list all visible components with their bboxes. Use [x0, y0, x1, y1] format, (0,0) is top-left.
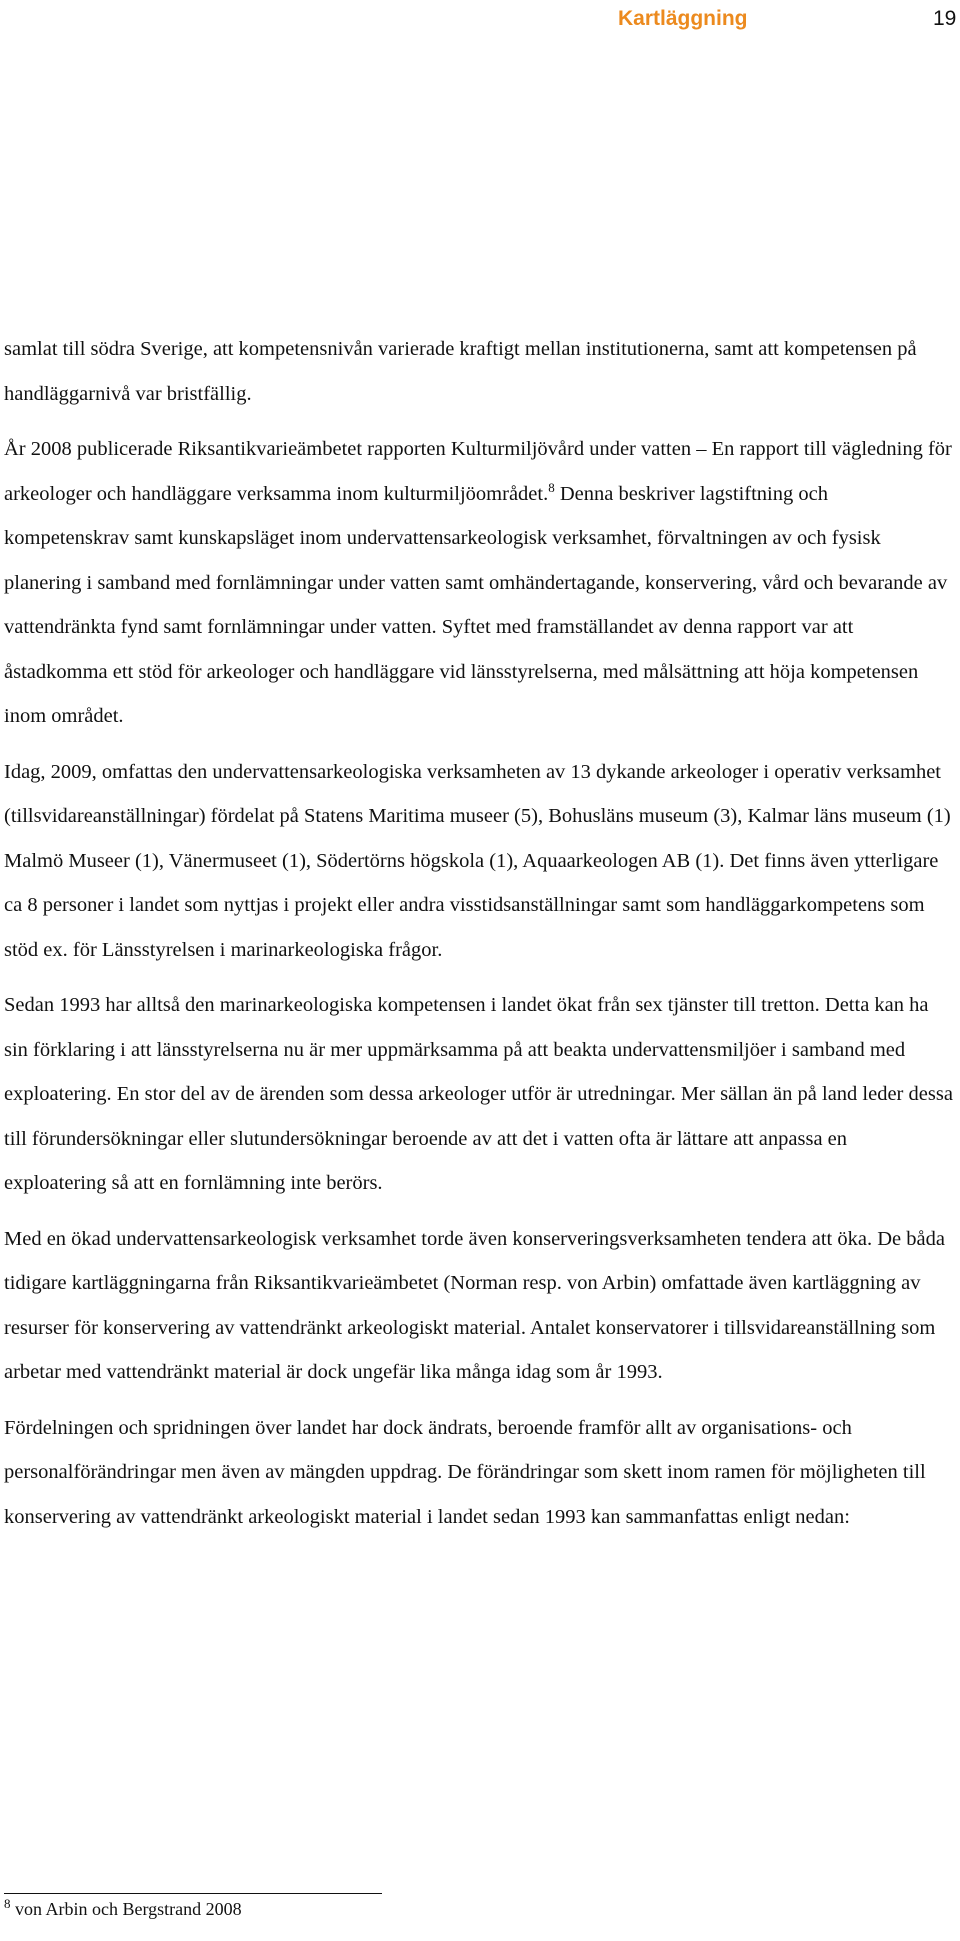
paragraph-4: Sedan 1993 har alltså den marinarkeologiska kompetensen i landet ökat från sex tjänster till tretton. Detta kan ha sin förklaring i att länsstyrelserna nu är mer uppmärksamma på att beakta undervattensmiljöer i samband med exploatering. En stor del av de ärenden som dessa arkeologer utför är utredningar. Mer sällan än på land leder dessa till förundersökningar eller slutundersökningar beroende av att det i vatten ofta är lättare att anpassa en exploatering så att en fornlämning inte berörs. — [4, 994, 953, 1194]
paragraph-6: Fördelningen och spridningen över landet har dock ändrats, beroende framför allt av organisations- och personalförändringar men även av mängden uppdrag. De förändringar som skett inom ramen för möjligheten till konservering av vattendränkt arkeologiskt material i landet sedan 1993 kan sammanfattas enligt nedan: — [4, 1416, 926, 1528]
footnote-text: von Arbin och Bergstrand 2008 — [15, 1899, 242, 1919]
running-header — [0, 4, 960, 34]
footnote-number: 8 — [4, 1896, 11, 1911]
paragraph-1: samlat till södra Sverige, att kompetensnivån varierade kraftigt mellan institutionerna, samt att kompetensen på handläggarnivå var bristfällig. — [4, 338, 917, 405]
paragraph-2-lead: År 2008 publicerade Riksantikvarieämbetet rapporten Kulturmiljövård under vatten – En rapport till vägledning för arkeologer och handläggare verksamma inom kulturmiljöområdet. — [4, 438, 952, 505]
body-text — [4, 327, 954, 1550]
paragraph-2 — [4, 427, 954, 739]
footnote — [4, 1897, 242, 1921]
footnote-reference[interactable]: 8 — [548, 479, 555, 495]
footnote-divider — [4, 1893, 382, 1894]
paragraph-3: Idag, 2009, omfattas den undervattensarkeologiska verksamheten av 13 dykande arkeologer i operativ verksamhet (tillsvidareanställningar) fördelat på Statens Maritima museer (5), Bohusläns museum (3), Kalmar läns museum (1) Malmö Museer (1), Vänermuseet (1), Södertörns högskola (1), Aquaarkeologen AB (1). Det finns även ytterligare ca 8 personer i landet som nyttjas i projekt eller andra visstidsanställningar samt som handläggarkompetens som stöd ex. för Länsstyrelsen i marinarkeologiska frågor. — [4, 760, 951, 961]
header-title: Kartläggning — [618, 7, 748, 30]
page-number: 19 — [933, 7, 957, 30]
paragraph-5: Med en ökad undervattensarkeologisk verksamhet torde även konserveringsverksamheten tendera att öka. De båda tidigare kartläggningarna från Riksantikvarieämbetet (Norman resp. von Arbin) omfattade även kartläggning av resurser för konservering av vattendränkt arkeologiskt material. Antalet konservatorer i tillsvidareanställning som arbetar med vattendränkt material är dock ungefär lika många idag som år 1993. — [4, 1227, 945, 1383]
paragraph-2-rest: Denna beskriver lagstiftning och kompetenskrav samt kunskapsläget inom undervattensarkeologisk verksamhet, förvaltningen av och fysisk planering i samband med fornlämningar under vatten samt omhändertagande, konservering, vård och bevarande av vattendränkta fynd samt fornlämningar under vatten. Syftet med framställandet av denna rapport var att åstadkomma ett stöd för arkeologer och handläggare vid länsstyrelserna, med målsättning att höja kompetensen inom området. — [4, 482, 948, 727]
